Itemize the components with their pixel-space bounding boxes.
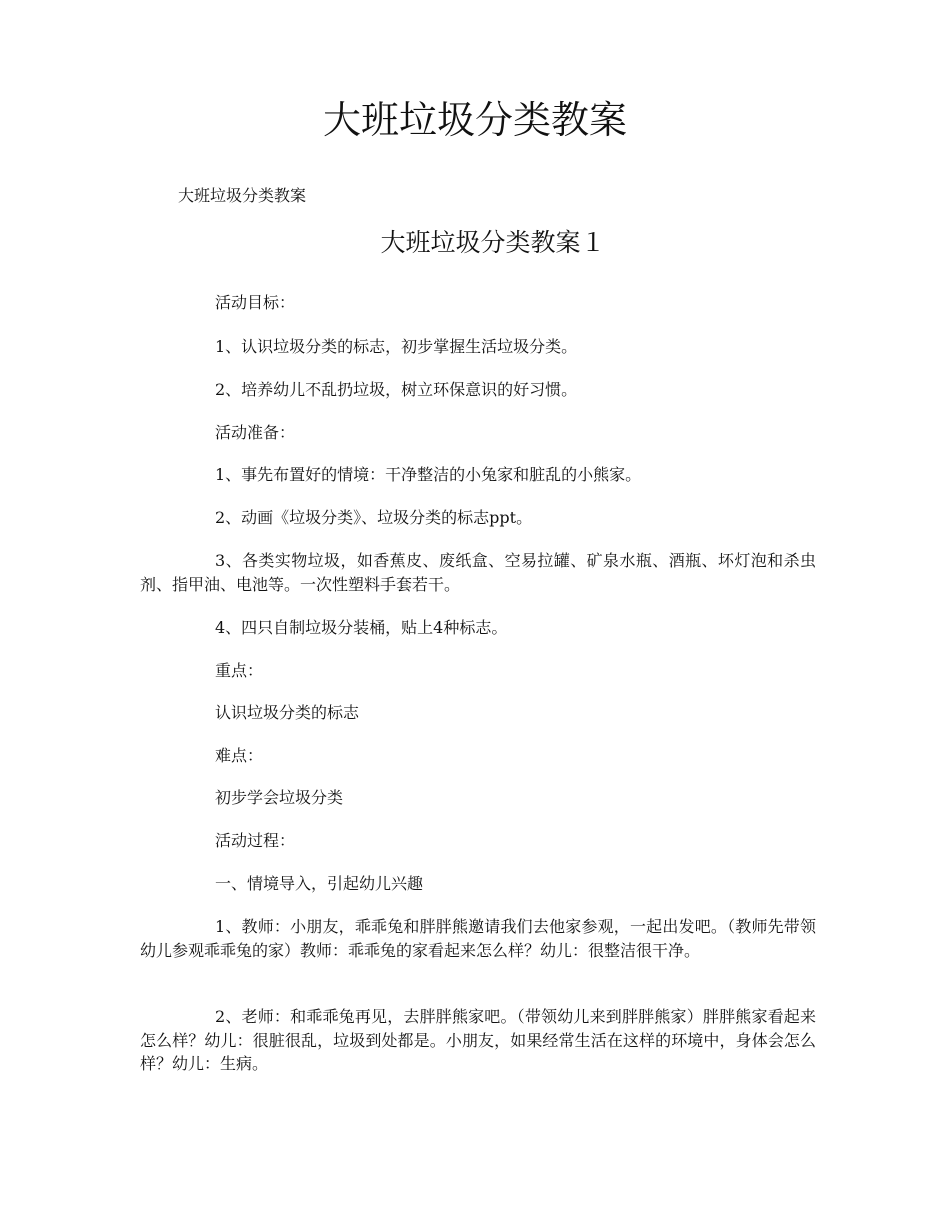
paragraph-preparation-1: 1、事先布置好的情境：干净整洁的小兔家和脏乱的小熊家。 <box>215 465 642 484</box>
paragraph-key-point: 认识垃圾分类的标志 <box>215 703 360 722</box>
paragraph-process-detail-1: 1、教师：小朋友，乖乖兔和胖胖熊邀请我们去他家参观，一起出发吧。（教师先带领幼儿参观乖乖兔的家）教师：乖乖兔的家看起来怎么样？幼儿：很整洁很干净。 <box>140 917 816 960</box>
paragraph-objective-2: 2、培养幼儿不乱扔垃圾，树立环保意识的好习惯。 <box>215 380 578 399</box>
paragraph-process-heading: 活动过程： <box>215 831 296 850</box>
paragraph-difficulty-heading: 难点： <box>215 746 264 765</box>
paragraph-preparation-heading: 活动准备： <box>215 423 296 442</box>
paragraph-preparation-2: 2、动画《垃圾分类》、垃圾分类的标志ppt。 <box>215 508 533 527</box>
paragraph-difficulty: 初步学会垃圾分类 <box>215 788 344 807</box>
paragraph-process-step-1: 一、情境导入，引起幼儿兴趣 <box>215 874 424 893</box>
paragraph-key-point-heading: 重点： <box>215 661 264 680</box>
paragraph-process-detail-2: 2、老师：和乖乖兔再见，去胖胖熊家吧。（带领幼儿来到胖胖熊家）胖胖熊家看起来怎么样？幼儿：很脏很乱，垃圾到处都是。小朋友，如果经常生活在这样的环境中，身体会怎么样？幼儿：生病。 <box>140 1007 816 1073</box>
paragraph-preparation-4: 4、四只自制垃圾分装桶，贴上4种标志。 <box>215 618 508 637</box>
paragraph-objectives-heading: 活动目标： <box>215 293 296 312</box>
subtitle: 大班垃圾分类教案 <box>178 186 307 205</box>
paragraph-objective-1: 1、认识垃圾分类的标志，初步掌握生活垃圾分类。 <box>215 337 578 356</box>
paragraph-preparation-3: 3、各类实物垃圾，如香蕉皮、废纸盒、空易拉罐、矿泉水瓶、酒瓶、坏灯泡和杀虫剂、指甲油、电池等。一次性塑料手套若干。 <box>140 551 816 594</box>
main-title: 大班垃圾分类教案 <box>322 98 627 142</box>
section-title: 大班垃圾分类教案１ <box>380 228 606 257</box>
